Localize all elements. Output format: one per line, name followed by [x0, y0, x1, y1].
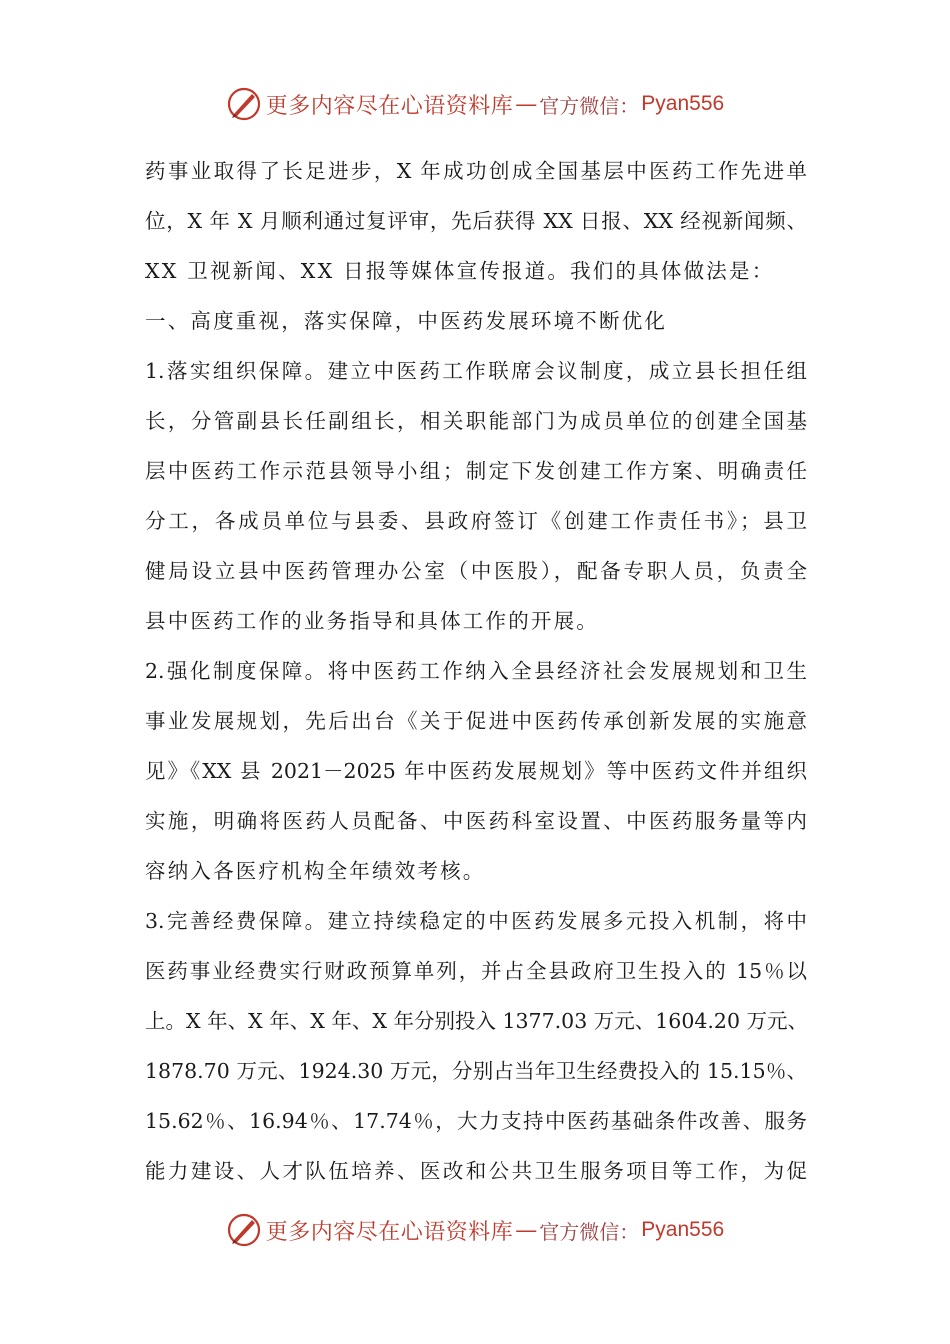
brand-text: 更多内容尽在心语资料库	[265, 1219, 514, 1245]
text-line: 位，X 年 X 月顺利通过复评审，先后获得 XX 日报、XX 经视新闻频、	[145, 209, 807, 233]
text-line: 3.完善经费保障。建立持续稳定的中医药发展多元投入机制，将中	[145, 909, 807, 933]
text-line: XX 卫视新闻、XX 日报等媒体宣传报道。我们的具体做法是：	[145, 259, 775, 283]
banner-dash: —	[515, 91, 538, 117]
text-line: 1878.70 万元、1924.30 万元，分别占当年卫生经费投入的 15.15％、	[145, 1059, 807, 1083]
text-line: 上。X 年、X 年、X 年、X 年分别投入 1377.03 万元、1604.20 万元、	[145, 1009, 809, 1033]
section-heading: 一、高度重视，落实保障，中医药发展环境不断优化	[145, 309, 668, 333]
text-line: 能力建设、人才队伍培养、医改和公共卫生服务项目等工作，为促	[145, 1159, 807, 1183]
footer-banner	[0, 1210, 950, 1250]
document-body	[145, 146, 807, 1196]
wechat-label: 官方微信：	[539, 1219, 640, 1244]
brand-text: 更多内容尽在心语资料库	[265, 93, 514, 119]
text-line: 医药事业经费实行财政预算单列，并占全县政府卫生投入的 15％以	[145, 959, 807, 983]
text-line: 实施，明确将医药人员配备、中医药科室设置、中医药服务量等内	[145, 809, 807, 833]
text-line: 县中医药工作的业务指导和具体工作的开展。	[145, 609, 599, 633]
wechat-id: Pyan556	[641, 1218, 725, 1241]
text-line: 长，分管副县长任副组长，相关职能部门为成员单位的创建全国基	[145, 409, 807, 433]
wechat-id: Pyan556	[641, 92, 725, 115]
pen-logo-icon	[226, 86, 262, 122]
banner-dash: —	[515, 1217, 538, 1243]
text-line: 1.落实组织保障。建立中医药工作联席会议制度，成立县长担任组	[145, 359, 807, 383]
text-line: 容纳入各医疗机构全年绩效考核。	[145, 859, 486, 883]
text-line: 药事业取得了长足进步，X 年成功创成全国基层中医药工作先进单	[145, 159, 807, 183]
text-line: 事业发展规划，先后出台《关于促进中医药传承创新发展的实施意	[145, 709, 807, 733]
wechat-label: 官方微信：	[539, 93, 640, 118]
pen-logo-icon	[226, 1212, 262, 1248]
text-line: 分工，各成员单位与县委、县政府签订《创建工作责任书》；县卫	[145, 509, 807, 533]
text-line: 健局设立县中医药管理办公室（中医股），配备专职人员，负责全	[145, 559, 807, 583]
header-banner	[0, 84, 950, 124]
text-line: 15.62％、16.94％、17.74％，大力支持中医药基础条件改善、服务	[145, 1109, 807, 1133]
text-line: 2.强化制度保障。将中医药工作纳入全县经济社会发展规划和卫生	[145, 659, 807, 683]
text-line: 见》《XX 县 2021－2025 年中医药发展规划》等中医药文件并组织	[145, 759, 807, 783]
text-line: 层中医药工作示范县领导小组；制定下发创建工作方案、明确责任	[145, 459, 807, 483]
